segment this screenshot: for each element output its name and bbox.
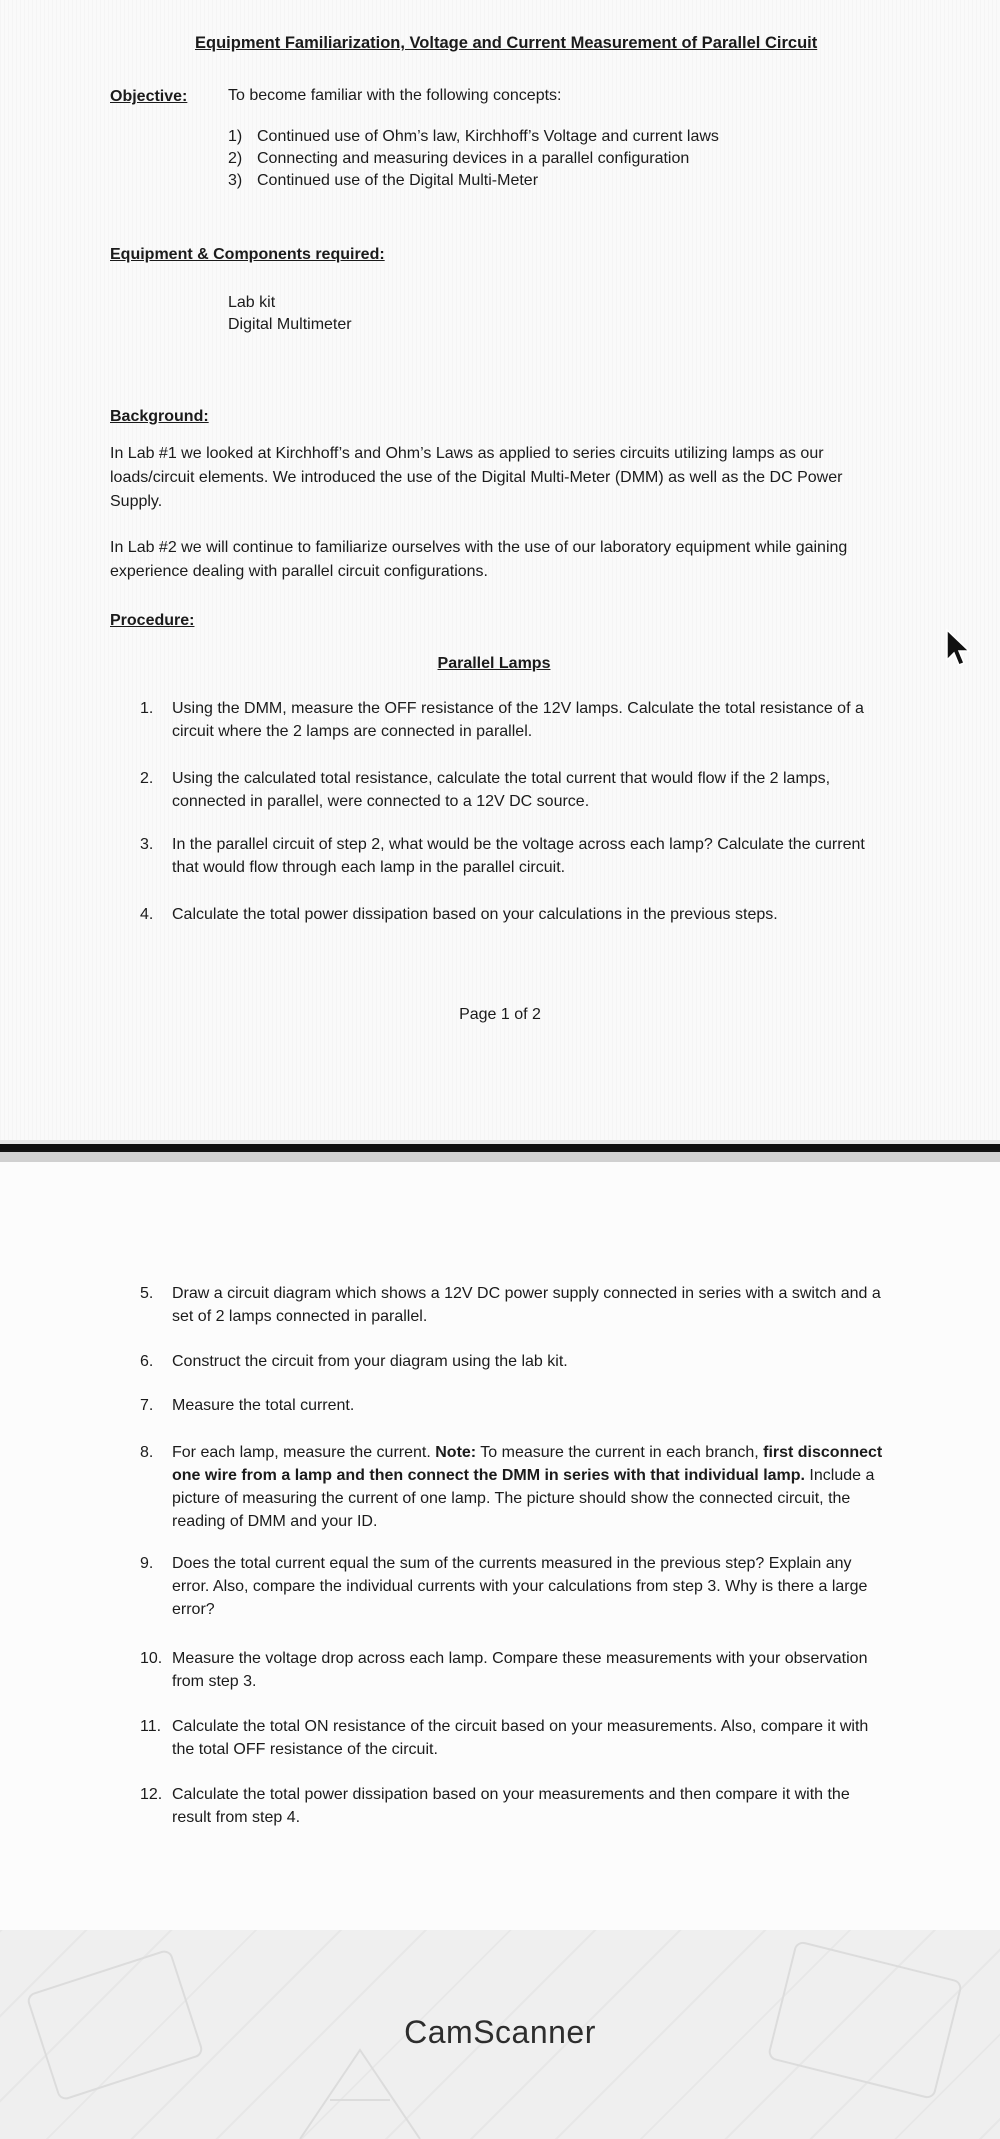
page-number: Page 1 of 2 xyxy=(459,1006,541,1023)
list-item: 1) Continued use of Ohm’s law, Kirchhoff’s Voltage and current laws xyxy=(228,128,719,145)
document-page-2 xyxy=(0,1162,1000,1930)
equipment-item: Lab kit xyxy=(228,294,276,311)
list-item: 3) Continued use of the Digital Multi-Meter xyxy=(228,172,539,189)
objective-list xyxy=(228,126,719,192)
procedure-step: 1. Using the DMM, measure the OFF resistance of the 12V lamps. Calculate the total resistance of a circuit where the 2 lamps are connected in parallel. xyxy=(140,700,864,740)
list-item: 2) Connecting and measuring devices in a parallel configuration xyxy=(228,150,690,167)
procedure-step: 12. Calculate the total power dissipation based on your measurements and then compare it with the result from step 4. xyxy=(140,1786,850,1826)
procedure-step: 4. Calculate the total power dissipation based on your calculations in the previous steps. xyxy=(140,906,778,923)
mouse-pointer-icon xyxy=(945,628,971,668)
procedure-step: 7. Measure the total current. xyxy=(140,1397,355,1414)
procedure-step: 11. Calculate the total ON resistance of the circuit based on your measurements. Also, compare it with the total OFF resistance of the circuit. xyxy=(140,1718,869,1758)
procedure-heading: Procedure: xyxy=(110,612,195,629)
equipment-item: Digital Multimeter xyxy=(228,316,352,333)
background-paragraph: In Lab #2 we will continue to familiarize ourselves with the use of our laboratory equipment while gaining experience dealing with parallel circuit configurations. xyxy=(110,539,848,580)
background-paragraph: In Lab #1 we looked at Kirchhoff’s and Ohm’s Laws as applied to series circuits utilizing lamps as our loads/circuit elements. We introduced the use of the Digital Multi-Meter (DMM) as well as the DC Power Supply. xyxy=(110,445,843,510)
page-divider xyxy=(0,1140,1000,1162)
procedure-step: 2. Using the calculated total resistance, calculate the total current that would flow if the 2 lamps, connected in parallel, were connected to a 12V DC source. xyxy=(140,770,831,810)
procedure-step: 6. Construct the circuit from your diagram using the lab kit. xyxy=(140,1353,568,1370)
procedure-step: 3. In the parallel circuit of step 2, what would be the voltage across each lamp? Calculate the current that would flow through each lamp in the parallel circuit. xyxy=(140,836,865,876)
background-heading: Background: xyxy=(110,408,209,425)
document-title: Equipment Familiarization, Voltage and Current Measurement of Parallel Circuit xyxy=(195,34,818,52)
procedure-step: 5. Draw a circuit diagram which shows a 12V DC power supply connected in series with a switch and a set of 2 lamps connected in parallel. xyxy=(140,1285,881,1325)
objective-heading: Objective: xyxy=(110,88,188,105)
procedure-step: 10. Measure the voltage drop across each lamp. Compare these measurements with your observation from step 3. xyxy=(140,1650,868,1690)
camscanner-watermark: CamScanner xyxy=(404,2014,596,2050)
procedure-step: 9. Does the total current equal the sum of the currents measured in the previous step? Explain any error. Also, compare the individual currents with your calculations from step 3. Why is there a large error? xyxy=(140,1555,868,1618)
equipment-heading: Equipment & Components required: xyxy=(110,246,385,263)
procedure-subheading: Parallel Lamps xyxy=(437,655,551,672)
procedure-step: 8. For each lamp, measure the current. Note: To measure the current in each branch, first disconnect one wire from a lamp and then connect the DMM in series with that individual lamp. Include a picture of measuring the current of one lamp. The picture should show the connected circuit, the reading of DMM and your ID. xyxy=(140,1444,883,1530)
objective-intro: To become familiar with the following concepts: xyxy=(228,87,562,104)
